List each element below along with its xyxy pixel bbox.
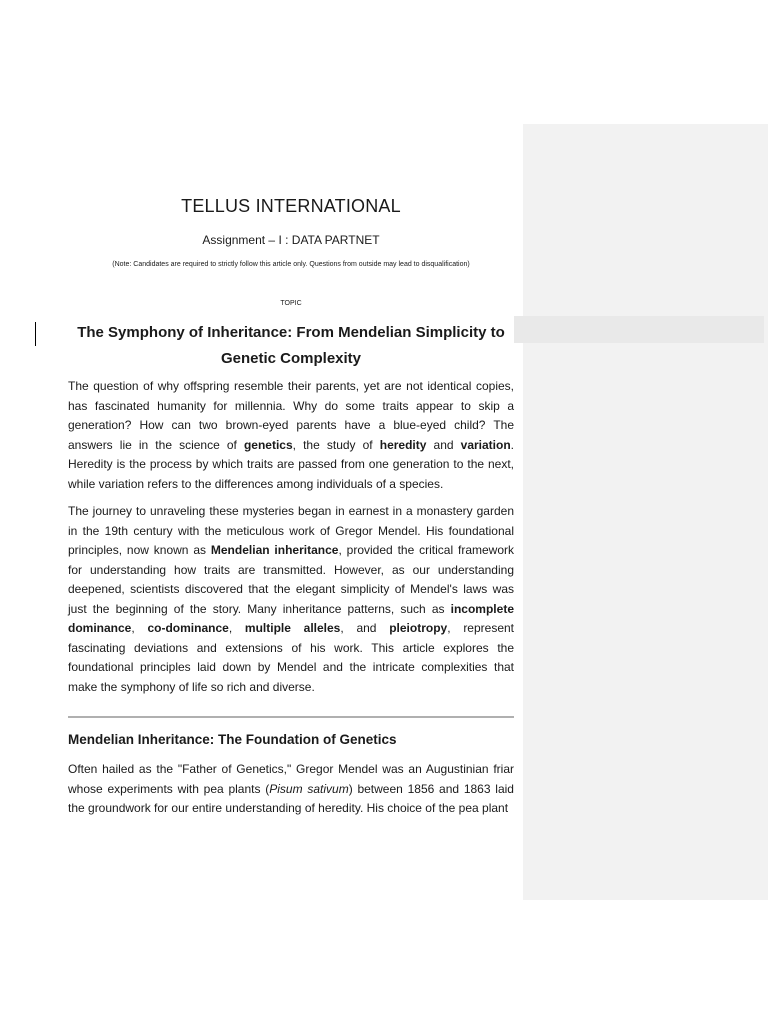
text-run: , represent fascinating deviations and extensions of his work. This article explores the foundational principles laid down by Mendel and the intricate complexities that make the symphony of life so rich and diverse. bbox=[68, 621, 515, 694]
bold-term: Mendelian inheritance bbox=[210, 543, 339, 557]
bold-term: co-dominance bbox=[147, 621, 229, 635]
assignment-title: Assignment – I : DATA PARTNET bbox=[202, 233, 380, 247]
disclaimer-note: (Note: Candidates are required to strictly follow this article only. Questions from outside may lead to disqualification) bbox=[112, 261, 470, 268]
text-cursor bbox=[35, 322, 36, 346]
bold-term: heredity bbox=[379, 437, 427, 452]
comment-balloon[interactable] bbox=[514, 316, 764, 343]
text-run: , provided the critical framework for understanding how traits are transmitted. However, as our understanding deepened, scientists discovered that the elegant simplicity of Mendel's laws was just the beginning of the story. Many inheritance patterns, such as bbox=[68, 543, 515, 616]
text-run: , bbox=[228, 621, 245, 635]
section-heading: Mendelian Inheritance: The Foundation of Genetics bbox=[68, 732, 397, 747]
bold-term: genetics bbox=[243, 437, 293, 452]
comment-pane bbox=[523, 124, 768, 900]
bold-term: variation bbox=[460, 437, 511, 452]
italic-term: Pisum sativum bbox=[269, 781, 349, 796]
bold-term: incomplete dominance bbox=[68, 601, 514, 635]
section-divider bbox=[68, 716, 514, 718]
topic-label: TOPIC bbox=[280, 300, 302, 307]
bold-term: pleiotropy bbox=[389, 621, 448, 635]
text-run: , the study of bbox=[292, 437, 380, 452]
section-paragraph bbox=[68, 760, 514, 819]
text-run: , bbox=[131, 621, 148, 635]
intro-paragraph bbox=[68, 377, 514, 494]
text-run: The question of why offspring resemble their parents, yet are not identical copies, has fascinated humanity for millennia. Why do some traits appear to skip a generation? How can two brown-eyed parents have a blue-eyed child? The answers lie in the science of bbox=[68, 379, 514, 452]
text-run: Often hailed as the "Father of Genetics," Gregor Mendel was an Augustinian friar whose experiments with pea plants ( bbox=[68, 762, 514, 796]
article-title: The Symphony of Inheritance: From Mendelian Simplicity to Genetic Complexity bbox=[77, 324, 505, 367]
company-name: TELLUS INTERNATIONAL bbox=[181, 196, 401, 216]
text-run: ) between 1856 and 1863 laid the groundwork for our entire understanding of heredity. His choice of the pea plant bbox=[68, 781, 514, 815]
text-run: and bbox=[426, 437, 461, 452]
bold-term: multiple alleles bbox=[244, 621, 341, 635]
text-run: . Heredity is the process by which traits are passed from one generation to the next, while variation refers to the differences among individuals of a species. bbox=[68, 437, 514, 491]
history-paragraph bbox=[68, 502, 514, 697]
text-run: The journey to unraveling these mysteries began in earnest in a monastery garden in the 19th century with the meticulous work of Gregor Mendel. His foundational principles, now known as bbox=[68, 504, 514, 557]
text-run: , and bbox=[340, 621, 390, 635]
